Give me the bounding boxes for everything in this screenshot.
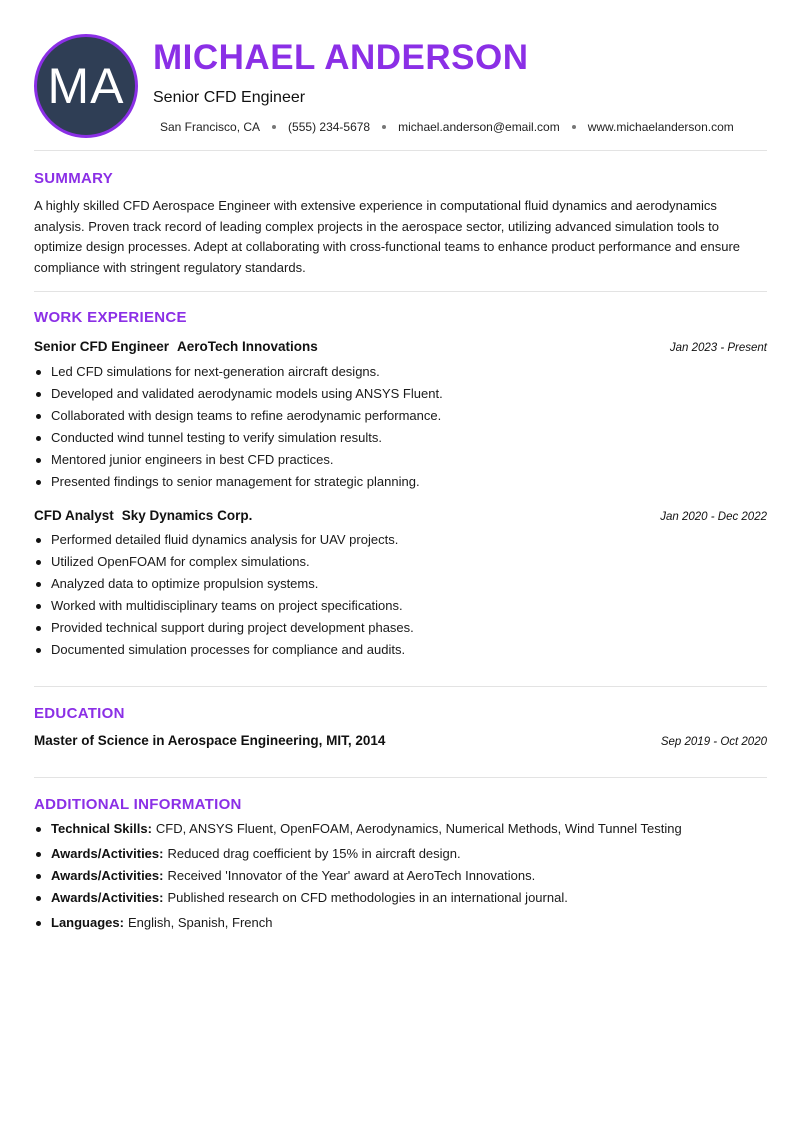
job-header xyxy=(34,507,767,525)
info-text: Published research on CFD methodologies in an international journal. xyxy=(167,890,568,905)
education-heading: EDUCATION xyxy=(34,705,125,722)
list-item: Analyzed data to optimize propulsion systems. xyxy=(51,573,414,595)
contact-email[interactable]: michael.anderson@email.com xyxy=(398,120,560,134)
contact-line xyxy=(160,120,734,134)
separator-dot xyxy=(572,125,576,129)
info-label: Awards/Activities: xyxy=(51,890,164,905)
list-item: Mentored junior engineers in best CFD practices. xyxy=(51,449,443,471)
info-label: Languages: xyxy=(51,915,124,930)
education-degree: Master of Science in Aerospace Engineering, MIT, 2014 xyxy=(34,733,386,748)
contact-location: San Francisco, CA xyxy=(160,120,261,134)
summary-heading: SUMMARY xyxy=(34,170,114,187)
avatar: MA xyxy=(34,34,138,138)
work-experience-heading: WORK EXPERIENCE xyxy=(34,309,187,326)
job-bullets xyxy=(51,529,414,661)
contact-website[interactable]: www.michaelanderson.com xyxy=(587,120,734,134)
info-text: English, Spanish, French xyxy=(127,915,273,930)
info-text: CFD, ANSYS Fluent, OpenFOAM, Aerodynamics, Numerical Methods, Wind Tunnel Testing xyxy=(155,821,682,836)
list-item: Developed and validated aerodynamic models using ANSYS Fluent. xyxy=(51,383,443,405)
info-text: Received 'Innovator of the Year' award at AeroTech Innovations. xyxy=(167,868,536,883)
list-item: Utilized OpenFOAM for complex simulations. xyxy=(51,551,414,573)
candidate-title: Senior CFD Engineer xyxy=(153,89,306,106)
info-label: Awards/Activities: xyxy=(51,846,164,861)
job-bullets xyxy=(51,361,443,493)
job-dates: Jan 2020 - Dec 2022 xyxy=(660,511,767,523)
list-item xyxy=(51,821,682,836)
list-item xyxy=(51,915,682,930)
job-dates: Jan 2023 - Present xyxy=(669,342,767,354)
info-label: Technical Skills: xyxy=(51,821,152,836)
job-role: Senior CFD Engineer xyxy=(34,339,170,354)
job-header xyxy=(34,338,767,356)
contact-phone: (555) 234-5678 xyxy=(288,120,371,134)
list-item: Led CFD simulations for next-generation aircraft designs. xyxy=(51,361,443,383)
job-company: Sky Dynamics Corp. xyxy=(121,508,253,523)
section-divider xyxy=(34,777,767,778)
section-divider xyxy=(34,291,767,292)
list-item xyxy=(51,890,682,905)
list-item: Documented simulation processes for compliance and audits. xyxy=(51,639,414,661)
list-item xyxy=(51,868,682,883)
job-role: CFD Analyst xyxy=(34,508,114,523)
summary-text: A highly skilled CFD Aerospace Engineer with extensive experience in computational fluid dynamics and aerodynamics analysis. Proven track record of leading complex projects in the aerospace sector, utilizing advanced simulation tools to optimize design processes. Adept at collaborating with cross-functional teams to enhance product performance and ensure compliance with stringent regulatory standards. xyxy=(34,198,741,275)
list-item: Provided technical support during project development phases. xyxy=(51,617,414,639)
resume-header xyxy=(0,0,800,150)
list-item: Conducted wind tunnel testing to verify simulation results. xyxy=(51,427,443,449)
info-text: Reduced drag coefficient by 15% in aircraft design. xyxy=(167,846,461,861)
info-label: Awards/Activities: xyxy=(51,868,164,883)
separator-dot xyxy=(382,125,386,129)
list-item: Worked with multidisciplinary teams on project specifications. xyxy=(51,595,414,617)
separator-dot xyxy=(272,125,276,129)
list-item: Performed detailed fluid dynamics analysis for UAV projects. xyxy=(51,529,414,551)
education-row xyxy=(34,733,767,748)
section-divider xyxy=(34,686,767,687)
list-item: Collaborated with design teams to refine aerodynamic performance. xyxy=(51,405,443,427)
education-dates: Sep 2019 - Oct 2020 xyxy=(660,736,767,748)
section-divider xyxy=(34,150,767,151)
candidate-name: MICHAEL ANDERSON xyxy=(153,38,529,77)
list-item: Presented findings to senior management for strategic planning. xyxy=(51,471,443,493)
additional-info-list xyxy=(51,821,682,930)
additional-info-heading: ADDITIONAL INFORMATION xyxy=(34,796,242,813)
list-item xyxy=(51,846,682,861)
job-company: AeroTech Innovations xyxy=(177,339,318,354)
